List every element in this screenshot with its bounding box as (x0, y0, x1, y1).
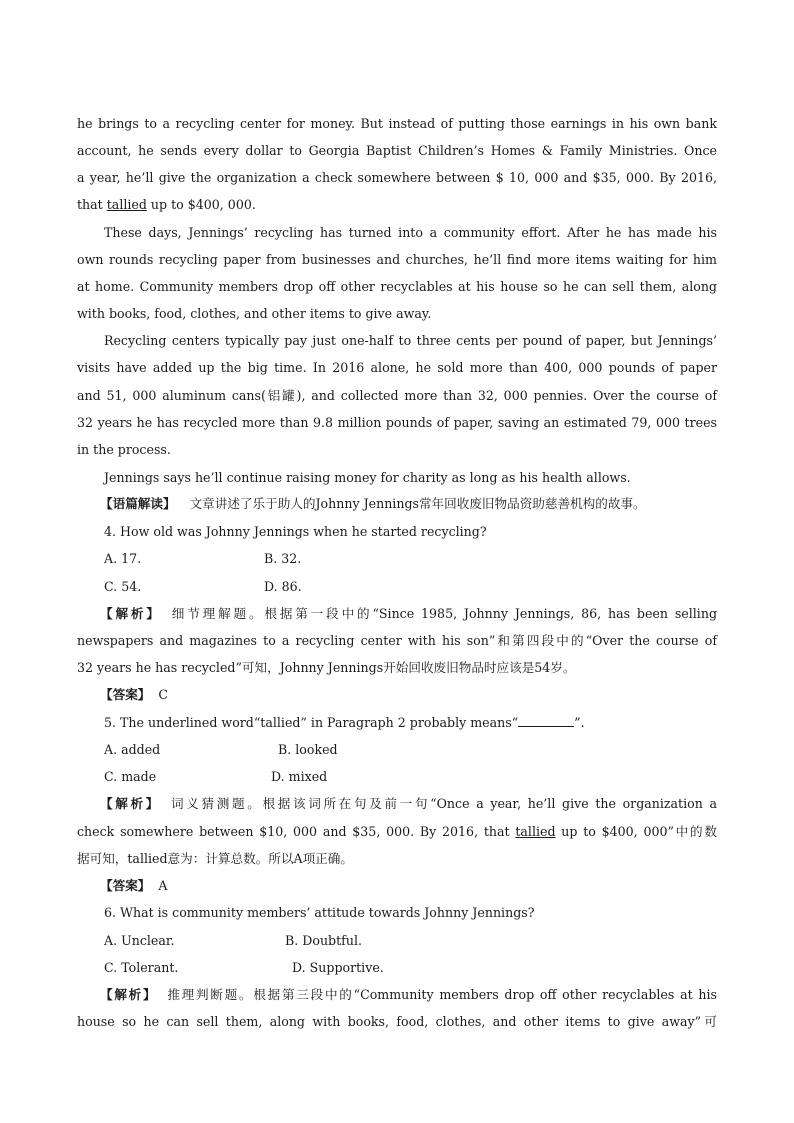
analysis-tag: 【语篇解读】 (100, 496, 176, 511)
option-b: B. looked (278, 742, 338, 757)
answer-line (100, 878, 167, 894)
passage-line: These days, Jennings’ recycling has turned into a community effort. After he has made his (104, 225, 717, 240)
passage-line: 32 years he has recycled more than 9.8 million pounds of paper, saving an estimated 79, 000 trees (77, 415, 717, 430)
passage-line: that tallied up to $400, 000. (77, 197, 256, 212)
option-d: D. mixed (271, 769, 328, 784)
answer-tag: 【答案】 (100, 687, 151, 702)
option-c: C. made (104, 769, 157, 784)
passage-line: own rounds recycling paper from businesses and churches, he’ll find more items waiting for him (77, 252, 717, 267)
option-c: C. Tolerant. (104, 960, 179, 975)
answer-value: A (158, 878, 168, 893)
underlined-word: tallied (106, 197, 147, 212)
question-5: 5. The underlined word“tallied” in Paragraph 2 probably means“ ”. (104, 715, 585, 730)
explanation-line: 【解析】 细节理解题。根据第一段中的“Since 1985, Johnny Jennings, 86, has been selling (100, 606, 718, 621)
explanation-line: 【解析】 推理判断题。根据第三段中的“Community members drop off other recyclables at his (100, 987, 717, 1002)
question-6: 6. What is community members’ attitude towards Johnny Jennings? (104, 905, 535, 920)
passage-line: in the process. (77, 442, 171, 457)
question-4: 4. How old was Johnny Jennings when he started recycling? (104, 524, 487, 539)
passage-line: account, he sends every dollar to Georgia Baptist Children’s Homes & Family Ministries. Once (77, 143, 717, 158)
explanation-tag: 【解析】 (100, 987, 158, 1002)
option-d: D. Supportive. (292, 960, 384, 975)
passage-line: visits have added up the big time. In 2016 alone, he sold more than 400, 000 pounds of paper (77, 360, 717, 375)
underlined-word: tallied (515, 824, 556, 839)
explanation-tag: 【解析】 (100, 796, 161, 811)
explanation-line: check somewhere between $10, 000 and $35, 000. By 2016, that tallied up to $400, 000”中的数 (77, 824, 717, 839)
passage-line: Jennings says he’ll continue raising money for charity as long as his health allows. (104, 470, 631, 485)
answer-line (100, 687, 168, 703)
option-a: A. 17. (104, 551, 142, 566)
passage-line: he brings to a recycling center for money. But instead of putting those earnings in his own bank (77, 116, 717, 131)
option-c: C. 54. (104, 579, 142, 594)
option-a: A. Unclear. (104, 933, 175, 948)
option-b: B. 32. (264, 551, 302, 566)
passage-line: at home. Community members drop off other recyclables at his house so he can sell them, along (77, 279, 717, 294)
explanation-line: 据可知，tallied意为：计算总数。所以A项正确。 (77, 851, 353, 866)
explanation-tag: 【解析】 (100, 606, 162, 621)
passage-line: with books, food, clothes, and other items to give away. (77, 306, 432, 321)
option-b: B. Doubtful. (285, 933, 362, 948)
option-a: A. added (104, 742, 161, 757)
explanation-line: house so he can sell them, along with books, food, clothes, and other items to give away”可 (77, 1014, 717, 1029)
passage-line: and 51, 000 aluminum cans(铝罐), and collected more than 32, 000 pennies. Over the course of (77, 388, 717, 403)
passage-line: Recycling centers typically pay just one-half to three cents per pound of paper, but Jennings’ (104, 333, 717, 348)
explanation-line: 32 years he has recycled”可知，Johnny Jennings开始回收废旧物品时应该是54岁。 (77, 660, 576, 675)
answer-value: C (158, 687, 169, 702)
discourse-analysis: 【语篇解读】 文章讲述了乐于助人的Johnny Jennings常年回收废旧物品资助慈善机构的故事。 (100, 496, 646, 511)
explanation-line: newspapers and magazines to a recycling center with his son”和第四段中的“Over the course of (77, 633, 717, 648)
explanation-line: 【解析】 词义猜测题。根据该词所在句及前一句“Once a year, he’ll give the organization a (100, 796, 717, 811)
answer-tag: 【答案】 (100, 878, 151, 893)
option-d: D. 86. (264, 579, 302, 594)
answer-blank (518, 715, 574, 727)
passage-line: a year, he’ll give the organization a check somewhere between $ 10, 000 and $35, 000. By 2016, (77, 170, 717, 185)
